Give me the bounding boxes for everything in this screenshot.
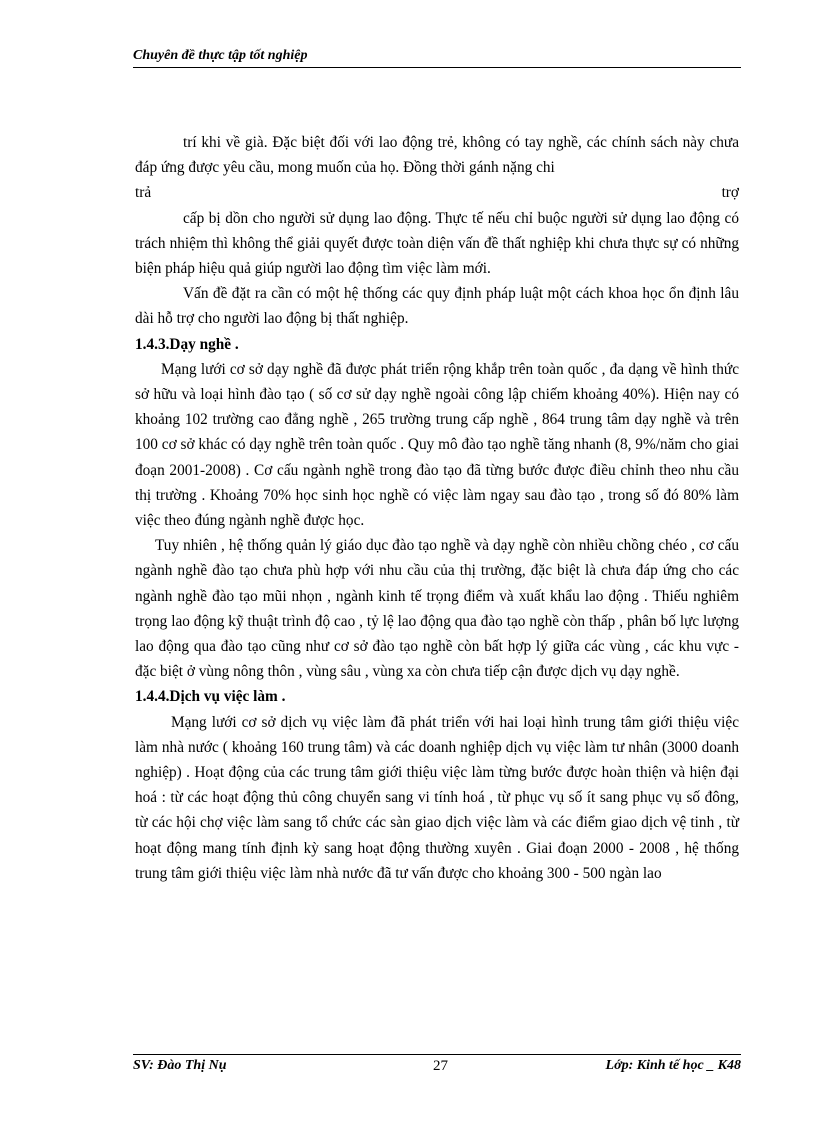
- paragraph-3: Vấn đề đặt ra cần có một hệ thống các quy định pháp luật một cách khoa học ổn định lâu dài hỗ trợ cho người lao động bị thất nghiệp.: [135, 285, 739, 328]
- split-word-right: trợ: [721, 184, 739, 202]
- paragraph-2: cấp bị dồn cho người sử dụng lao động. Thực tế nếu chỉ buộc người sử dụng lao động có trách nhiệm thì không thể giải quyết được toàn diện vấn đề thất nghiệp khi chưa thực sự có những biện pháp hiệu quả giúp người lao động tìm việc làm mới.: [135, 209, 739, 278]
- page-body: [135, 130, 739, 886]
- paragraph-5: Tuy nhiên , hệ thống quản lý giáo dục đào tạo nghề và dạy nghề còn nhiều chồng chéo , cơ cấu ngành nghề đào tạo chưa phù hợp với nhu cầu của thị trường, đặc biệt là chưa đáp ứng cho các ngành nghề đào tạo mũi nhọn , ngành kinh tế trọng điểm và xuất khẩu lao động . Thiếu nghiêm trọng lao động kỹ thuật trình độ cao , tỷ lệ lao động qua đào tạo nghề còn thấp , phân bố lực lượng lao động qua đào tạo cũng như cơ sở đào tạo nghề còn bất hợp lý giữa các vùng , các khu vực - đặc biệt ở vùng nông thôn , vùng sâu , vùng xa còn chưa tiếp cận được dịch vụ dạy nghề.: [135, 537, 739, 681]
- paragraph-6: Mạng lưới cơ sở dịch vụ việc làm đã phát triển với hai loại hình trung tâm giới thiệu việc làm nhà nước ( khoảng 160 trung tâm) và các doanh nghiệp dịch vụ việc làm tư nhân (3000 doanh nghiệp) . Hoạt động của các trung tâm giới thiệu việc làm từng bước được hoàn thiện và hiện đại hoá : từ các hoạt động thủ công chuyển sang vi tính hoá , từ phục vụ số ít sang phục vụ số đông, từ các hội chợ việc làm sang tổ chức các sàn giao dịch việc làm và các điểm giao dịch vệ tinh , từ hoạt động mang tính định kỳ sang hoạt động thường xuyên . Giai đoạn 2000 - 2008 , hệ thống trung tâm giới thiệu việc làm nhà nước đã tư vấn được cho khoảng 300 - 500 ngàn lao: [135, 713, 739, 882]
- page-header: Chuyên đề thực tập tốt nghiệp: [133, 48, 741, 68]
- paragraph-1-split-line: [135, 180, 739, 205]
- page-footer: [133, 1058, 741, 1080]
- section-heading-dich-vu-viec-lam: 1.4.4.Dịch vụ việc làm .: [135, 688, 286, 706]
- paragraph-1: trí khi về già. Đặc biệt đối với lao động trẻ, không có tay nghề, các chính sách này chưa đáp ứng được yêu cầu, mong muốn của họ. Đồng thời gánh nặng chi: [135, 134, 739, 177]
- footer-class-name: Lớp: Kinh tế học _ K48: [605, 1058, 741, 1073]
- paragraph-4: Mạng lưới cơ sở dạy nghề đã được phát triển rộng khắp trên toàn quốc , đa dạng về hình thức sở hữu và loại hình đào tạo ( số cơ sử dạy nghề ngoài công lập chiếm khoảng 40%). Hiện nay có khoảng 102 trường cao đẳng nghề , 265 trường trung cấp nghề , 864 trung tâm dạy nghề và trên 100 cơ sở khác có dạy nghề trên toàn quốc . Quy mô đào tạo nghề tăng nhanh (8, 9%/năm cho giai đoạn 2001-2008) . Cơ cấu ngành nghề trong đào tạo đã từng bước được điều chỉnh theo nhu cầu thị trường . Khoảng 70% học sinh học nghề có việc làm ngay sau đào tạo , trong số đó 80% làm việc theo đúng ngành nghề được học.: [135, 360, 739, 530]
- footer-divider: [133, 1054, 741, 1055]
- section-heading-day-nghe: 1.4.3.Dạy nghề .: [135, 335, 239, 353]
- footer-page-number: 27: [433, 1058, 448, 1074]
- split-word-left: trả: [135, 184, 152, 202]
- footer-student-name: SV: Đào Thị Nụ: [133, 1058, 227, 1073]
